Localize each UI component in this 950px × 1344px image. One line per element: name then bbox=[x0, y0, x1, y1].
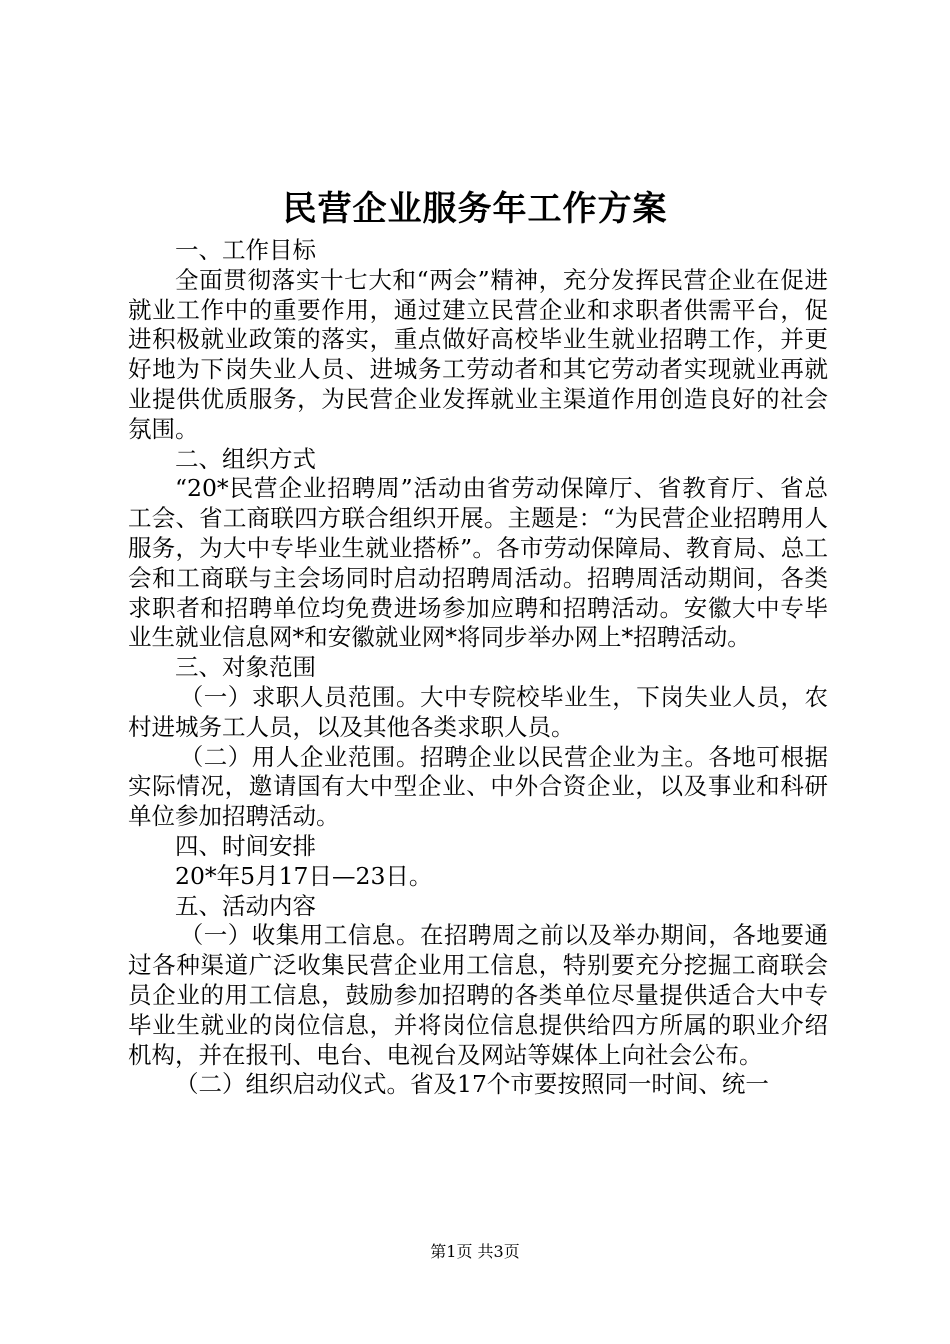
section-heading: 一、工作目标 bbox=[175, 236, 316, 264]
body-paragraph: “20*民营企业招聘周”活动由省劳动保障厅、省教育厅、省总工会、省工商联四方联合组织开展。主题是：“为民营企业招聘用人服务，为大中专毕业生就业搭桥”。各市劳动保障局、教育局、总工会和工商联与主会场同时启动招聘周活动。招聘周活动期间，各类求职者和招聘单位均免费进场参加应聘和招聘活动。安徽大中专毕业生就业信息网*和安徽就业网*将同步举办网上*招聘活动。 bbox=[128, 474, 828, 652]
body-paragraph: （二）组织启动仪式。省及17个市要按照同一时间、统一 bbox=[175, 1070, 769, 1099]
document-body bbox=[128, 236, 828, 1100]
sub-item-paragraph: （一）求职人员范围。大中专院校毕业生，下岗失业人员，农村进城务工人员，以及其他各类求职人员。 bbox=[128, 682, 828, 741]
body-paragraph: 全面贯彻落实十七大和“两会”精神，充分发挥民营企业在促进就业工作中的重要作用，通过建立民营企业和求职者供需平台，促进积极就业政策的落实，重点做好高校毕业生就业招聘工作，并更好地为下岗失业人员、进城务工劳动者和其它劳动者实现就业再就业提供优质服务，为民营企业发挥就业主渠道作用创造良好的社会氛围。 bbox=[128, 265, 828, 443]
body-paragraph: 20*年5月17日—23日。 bbox=[175, 861, 433, 890]
section-heading: 五、活动内容 bbox=[175, 891, 316, 920]
sub-item-paragraph: （二）用人企业范围。招聘企业以民营企业为主。各地可根据实际情况，邀请国有大中型企业、中外合资企业，以及事业和科研单位参加招聘活动。 bbox=[128, 742, 828, 831]
page-footer: 第1页 共3页 bbox=[430, 1242, 520, 1261]
section-heading: 二、组织方式 bbox=[175, 444, 316, 473]
section-heading: 四、时间安排 bbox=[175, 831, 316, 860]
document-title: 民营企业服务年工作方案 bbox=[282, 189, 668, 229]
sub-item-paragraph: （一）收集用工信息。在招聘周之前以及举办期间，各地要通过各种渠道广泛收集民营企业用工信息，特别要充分挖掘工商联会员企业的用工信息，鼓励参加招聘的各类单位尽量提供适合大中专毕业生就业的岗位信息，并将岗位信息提供给四方所属的职业介绍机构，并在报刊、电台、电视台及网站等媒体上向社会公布。 bbox=[128, 921, 828, 1069]
section-heading: 三、对象范围 bbox=[175, 653, 316, 682]
